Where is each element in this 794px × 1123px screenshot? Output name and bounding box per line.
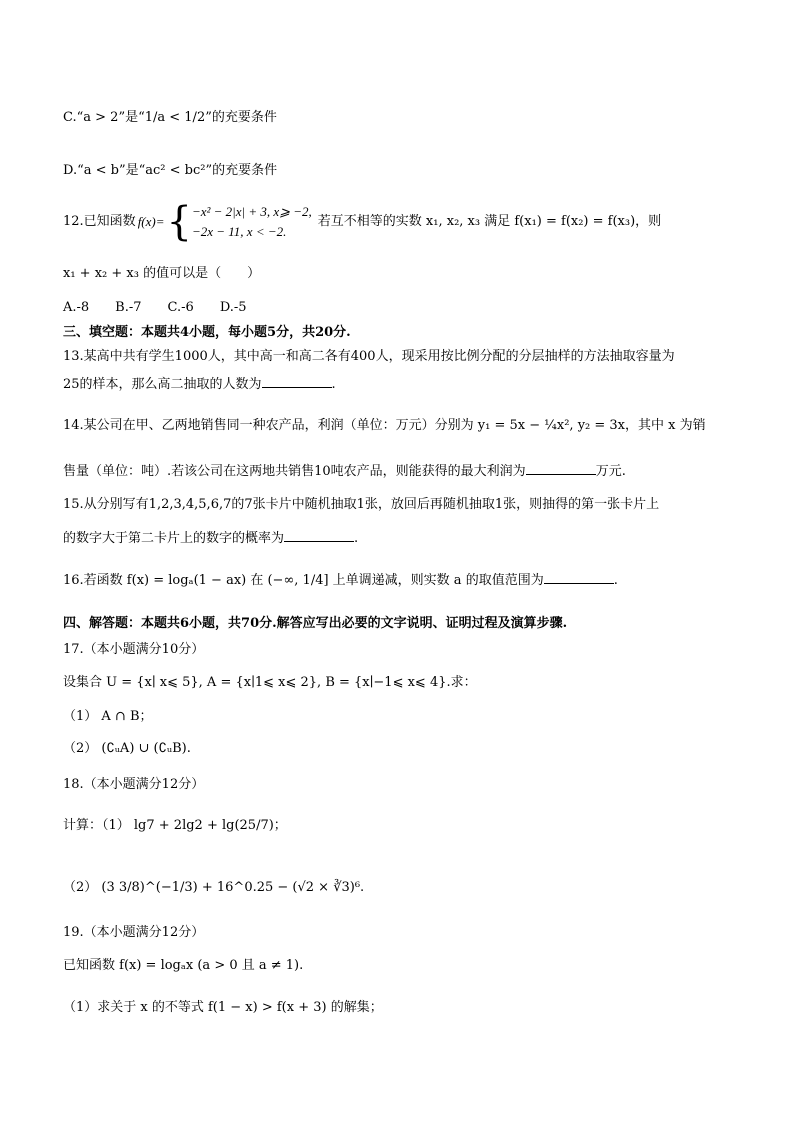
q19-statement: 已知函数 f(x) = logₐx (a > 0 且 a ≠ 1). xyxy=(63,958,304,973)
piece-1: −x² − 2|x| + 3, x⩾ −2, xyxy=(191,204,312,219)
question-14-line2 xyxy=(63,462,626,480)
question-13-line2: 25的样本，那么高二抽取的人数为 . xyxy=(63,377,336,392)
q17-part2: （2） (∁ᵤA) ∪ (∁ᵤB). xyxy=(63,741,191,756)
q14-unit: 万元. xyxy=(595,464,626,479)
question-12: 12.已知函数 f(x)= { −x² − 2|x| + 3, x⩾ −2, −2x − 11, x < −2. 若互不相等的实数 x₁, x₂, x₃ 满足 f(x₁) = f(x₂) = f(x₃)，则 xyxy=(63,199,662,245)
piecewise-brace: { xyxy=(166,199,192,245)
q17-header: 17.（本小题满分10分） xyxy=(63,642,205,657)
question-14-line1: 14.某公司在甲、乙两地销售同一种农产品，利润（单位：万元）分别为 y₁ = 5x − ¼x², y₂ = 3x，其中 x 为销 xyxy=(63,418,706,433)
answer-blank xyxy=(544,571,614,584)
q18-header: 18.（本小题满分12分） xyxy=(63,777,205,792)
q12-sum: x₁ + x₂ + x₃ 的值可以是（ ） xyxy=(63,266,261,281)
q14-text: 售量（单位：吨）.若该公司在这两地共销售10吨农产品，则能获得的最大利润为 xyxy=(63,464,526,479)
q17-statement: 设集合 U = {x∣ x⩽ 5}, A = {x∣1⩽ x⩽ 2}, B = {x∣−1⩽ x⩽ 4}.求： xyxy=(63,675,477,690)
section-3-heading: 三、填空题：本题共4小题，每小题5分，共20分. xyxy=(63,325,351,340)
q18-part1: 计算：（1） lg7 + 2lg2 + lg(25/7)； xyxy=(63,818,287,833)
q19-part1: （1）求关于 x 的不等式 f(1 − x) > f(x + 3) 的解集； xyxy=(63,1000,383,1015)
section-4-heading: 四、解答题：本题共6小题，共70分.解答应写出必要的文字说明、证明过程及演算步骤. xyxy=(63,616,568,631)
q12-condition: 若互不相等的实数 x₁, x₂, x₃ 满足 f(x₁) = f(x₂) = f(x₃)，则 xyxy=(317,214,662,229)
question-13-line1: 13.某高中共有学生1000人，其中高一和高二各有400人，现采用按比例分配的分层抽样的方法抽取容量为 xyxy=(63,349,675,364)
question-15-line2: 的数字大于第二卡片上的数字的概率为 . xyxy=(63,531,359,546)
q16-text: 16.若函数 f(x) = logₐ(1 − ax) 在 (−∞, 1/4] 上单调递减，则实数 a 的取值范围为 xyxy=(63,573,544,588)
q18-part2: （2） (3 3/8)^(−1/3) + 16^0.25 − (√2 × ∛3)⁶. xyxy=(63,880,365,895)
piece-2: −2x − 11, x < −2. xyxy=(191,224,287,239)
option-d: D.“a < b”是“ac² < bc²”的充要条件 xyxy=(63,163,278,178)
answer-blank xyxy=(262,375,332,388)
question-15-line1: 15.从分别写有1,2,3,4,5,6,7的7张卡片中随机抽取1张，放回后再随机抽取1张，则抽得的第一张卡片上 xyxy=(63,497,660,512)
option-c: C.“a > 2”是“1/a < 1/2”的充要条件 xyxy=(63,110,277,125)
q13-text: 25的样本，那么高二抽取的人数为 xyxy=(63,377,262,392)
q17-part1: （1） A ∩ B； xyxy=(63,709,153,724)
q15-text: 的数字大于第二卡片上的数字的概率为 xyxy=(63,531,285,546)
q19-header: 19.（本小题满分12分） xyxy=(63,925,205,940)
q12-options: A.-8 B.-7 C.-6 D.-5 xyxy=(63,300,247,315)
answer-blank xyxy=(526,462,596,475)
question-16: 16.若函数 f(x) = logₐ(1 − ax) 在 (−∞, 1/4] 上单调递减，则实数 a 的取值范围为 . xyxy=(63,573,618,588)
q12-lead: 12.已知函数 xyxy=(63,214,136,229)
answer-blank xyxy=(284,529,354,542)
piecewise-cases xyxy=(192,202,312,242)
